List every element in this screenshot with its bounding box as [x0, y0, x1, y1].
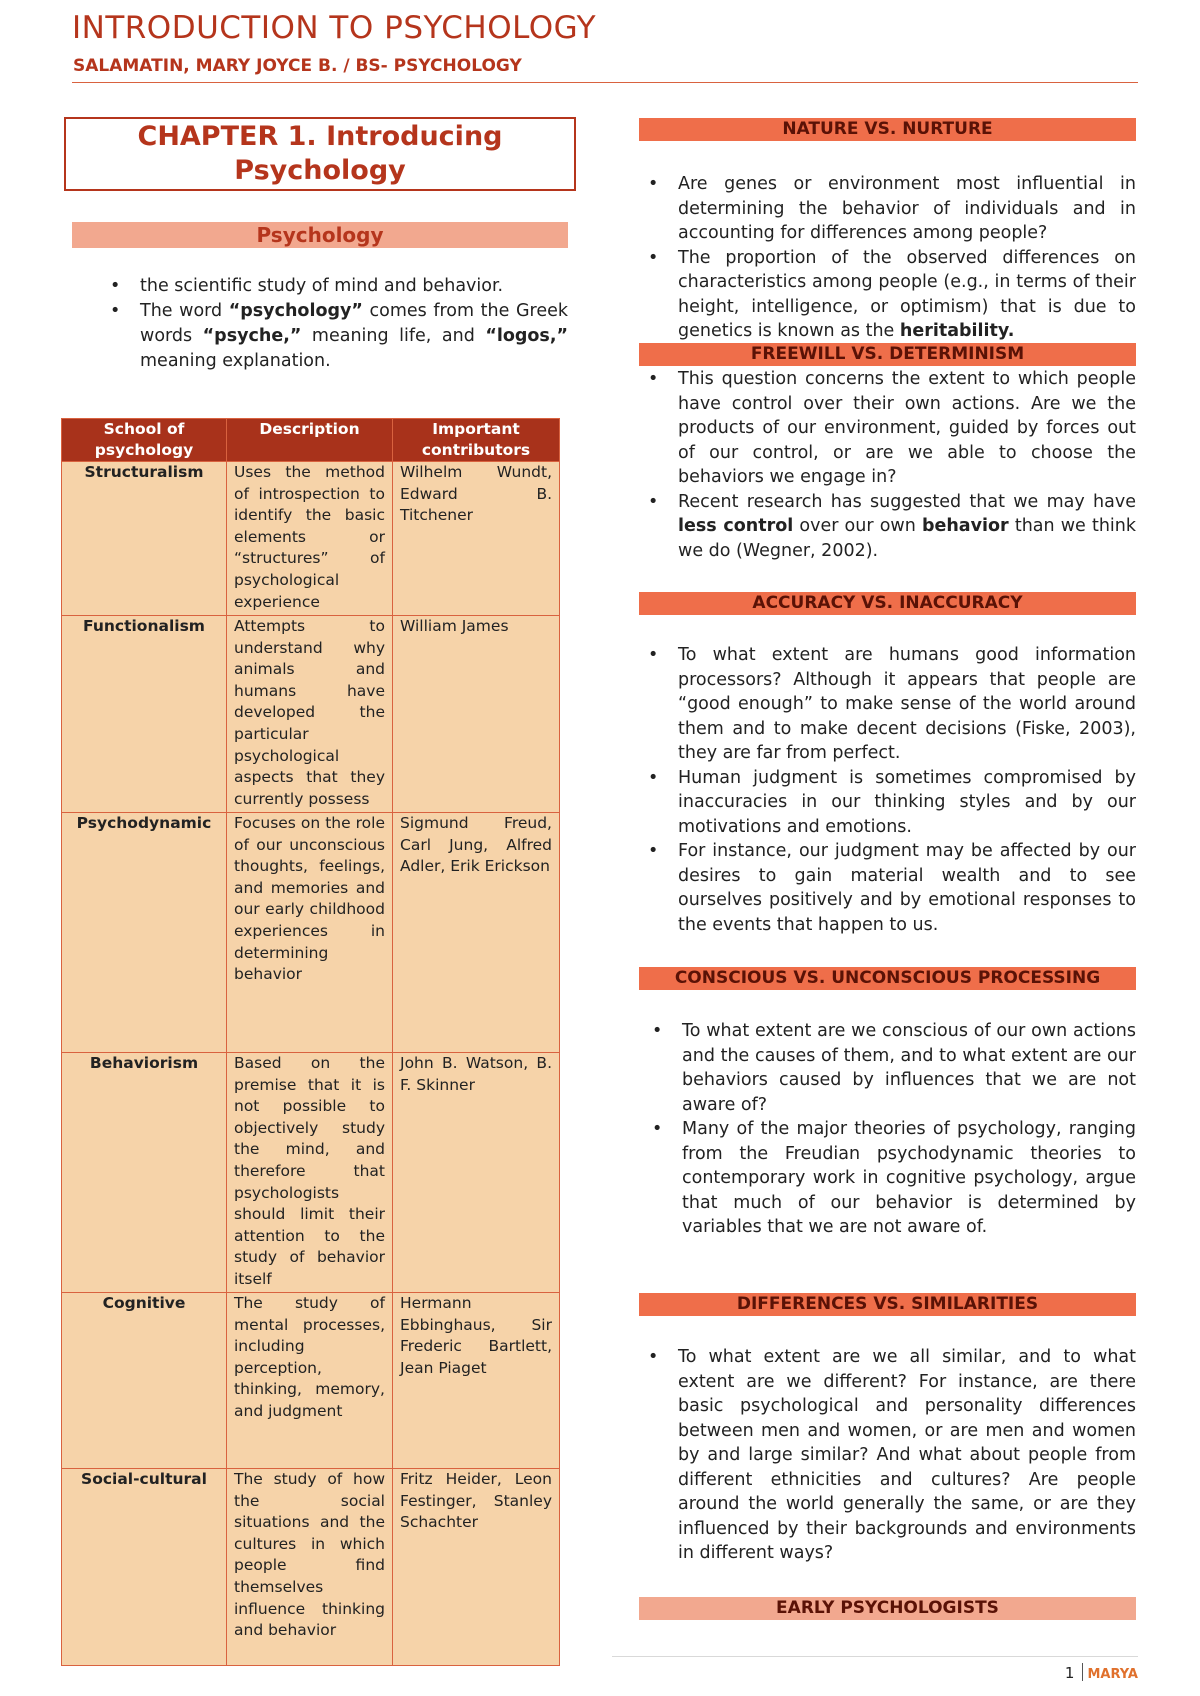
table-row: [62, 1293, 560, 1469]
header-divider: [72, 82, 1138, 83]
table-row: [62, 1053, 560, 1293]
bullet-text: Recent research has suggested that we may have: [678, 491, 1136, 512]
accuracy-vs-inaccuracy-heading: ACCURACY VS. INACCURACY: [639, 592, 1136, 615]
page-number: 1: [1064, 1664, 1075, 1682]
footer-separator: [1082, 1663, 1083, 1681]
column-header-school: School of psychology: [62, 419, 227, 462]
school-cell: Cognitive: [62, 1293, 227, 1469]
list-item: [644, 1019, 1136, 1117]
list-item: [640, 766, 1136, 840]
bullet-text: meaning life, and: [301, 326, 486, 346]
author-subtitle: SALAMATIN, MARY JOYCE B. / BS- PSYCHOLOGY: [73, 56, 522, 76]
conscious-vs-unconscious-list: [644, 1019, 1136, 1240]
table-row: [62, 616, 560, 813]
conscious-vs-unconscious-heading: CONSCIOUS VS. UNCONSCIOUS PROCESSING: [639, 967, 1136, 990]
nature-vs-nurture-heading: NATURE VS. NURTURE: [639, 118, 1136, 141]
school-cell: Psychodynamic: [62, 813, 227, 1053]
list-item: [640, 1345, 1136, 1566]
freewill-vs-determinism-list: [640, 367, 1136, 563]
school-cell: Behaviorism: [62, 1053, 227, 1293]
list-item: [640, 246, 1136, 344]
contributors-cell: Wilhelm Wundt, Edward B. Titchener: [393, 462, 560, 616]
bullet-text: To what extent are we conscious of our own actions and the causes of them, and to what extent are our behaviors caused by influences that we are not aware of?: [682, 1021, 1136, 1115]
bullet-text: over our own: [793, 516, 922, 536]
description-cell: The study of mental processes, including perception, thinking, memory, and judgment: [227, 1293, 393, 1469]
freewill-vs-determinism-heading: FREEWILL VS. DETERMINISM: [639, 343, 1136, 366]
bullet-text: The word: [140, 301, 229, 321]
chapter-title-box: [64, 117, 576, 191]
description-cell: Focuses on the role of our unconscious thoughts, feelings, and memories and our early childhood experiences in determining behavior: [227, 813, 393, 1053]
description-cell: Based on the premise that it is not possible to objectively study the mind, and therefore that psychologists should limit their attention to the study of behavior itself: [227, 1053, 393, 1293]
bullet-text: For instance, our judgment may be affected by our desires to gain material wealth and to see ourselves positively and by emotional responses to the events that happen to us.: [678, 841, 1136, 935]
differences-vs-similarities-heading: DIFFERENCES VS. SIMILARITIES: [639, 1293, 1136, 1316]
contributors-cell: William James: [393, 616, 560, 813]
description-cell: Uses the method of introspection to identify the basic elements or “structures” of psychological experience: [227, 462, 393, 616]
bullet-text: This question concerns the extent to which people have control over their own actions. Are we the products of our environment, guided by forces out of our control, or are we able to choose the behaviors we engage in?: [678, 369, 1136, 487]
bullet-text: Many of the major theories of psychology, ranging from the Freudian psychodynamic theories to contemporary work in cognitive psychology, argue that much of our behavior is determined by variables that we are not aware of.: [682, 1119, 1136, 1237]
bullet-text: Are genes or environment most influential in determining the behavior of individuals and in accounting for differences among people?: [678, 174, 1136, 243]
differences-vs-similarities-list: [640, 1345, 1136, 1566]
term-behavior: behavior: [921, 516, 1009, 536]
bullet-text: To what extent are we all similar, and to what extent are we different? For instance, are there basic psychological and personality differences between men and women, or are men and women by and large similar? And what about people from different ethnicities and cultures? Are people around the world generally the same, or are they influenced by their backgrounds and environments in different ways?: [678, 1347, 1136, 1563]
description-cell: The study of how the social situations and the cultures in which people find themselves influence thinking and behavior: [227, 1469, 393, 1666]
list-item: [640, 490, 1136, 564]
column-header-contributors: Important contributors: [393, 419, 560, 462]
psychology-heading: Psychology: [72, 222, 568, 248]
footer-divider: [612, 1656, 1138, 1657]
bullet-text: The proportion of the observed differences on characteristics among people (e.g., in terms of their height, intelligence, or optimism) that is due to genetics is known as the: [678, 247, 1136, 341]
footer-brand: MARYA: [1087, 1667, 1138, 1682]
chapter-title-line2: Psychology: [234, 155, 406, 186]
accuracy-vs-inaccuracy-list: [640, 643, 1136, 937]
psychology-definition-list: [102, 274, 568, 374]
term-logos: “logos,”: [485, 326, 568, 346]
term-less-control: less control: [678, 516, 794, 536]
list-item: [102, 299, 568, 374]
bullet-text: meaning explanation.: [140, 351, 331, 371]
page-footer: [1065, 1663, 1138, 1682]
list-item: [640, 839, 1136, 937]
table-row: [62, 1469, 560, 1666]
chapter-title-line1: CHAPTER 1. Introducing: [137, 121, 503, 153]
school-cell: Functionalism: [62, 616, 227, 813]
term-psyche: “psyche,”: [202, 326, 302, 346]
table-row: [62, 462, 560, 616]
school-cell: Social-cultural: [62, 1469, 227, 1666]
contributors-cell: Sigmund Freud, Carl Jung, Alfred Adler, Erik Erickson: [393, 813, 560, 1053]
list-item: [640, 643, 1136, 766]
list-item: [102, 274, 568, 299]
nature-vs-nurture-list: [640, 172, 1136, 344]
bullet-text: than we think we do (Wegner, 2002).: [678, 516, 1136, 561]
table-row: [62, 813, 560, 1053]
term-psychology: “psychology”: [228, 301, 363, 321]
description-cell: Attempts to understand why animals and humans have developed the particular psychological aspects that they currently possess: [227, 616, 393, 813]
bullet-text: the scientific study of mind and behavior.: [140, 276, 504, 296]
contributors-cell: John B. Watson, B. F. Skinner: [393, 1053, 560, 1293]
bullet-text: To what extent are humans good information processors? Although it appears that people are “good enough” to make sense of the world around them and to make decent decisions (Fiske, 2003), they are far from perfect.: [678, 645, 1136, 763]
term-heritability: heritability.: [899, 321, 1015, 341]
list-item: [640, 367, 1136, 490]
bullet-text: comes from the Greek words: [140, 301, 568, 346]
list-item: [644, 1117, 1136, 1240]
document-title: INTRODUCTION TO PSYCHOLOGY: [72, 10, 597, 46]
table-header-row: [62, 419, 560, 462]
school-cell: Structuralism: [62, 462, 227, 616]
bullet-text: Human judgment is sometimes compromised by inaccuracies in our thinking styles and by our motivations and emotions.: [678, 767, 1136, 837]
early-psychologists-heading: EARLY PSYCHOLOGISTS: [639, 1597, 1136, 1620]
contributors-cell: Hermann Ebbinghaus, Sir Frederic Bartlett, Jean Piaget: [393, 1293, 560, 1469]
contributors-cell: Fritz Heider, Leon Festinger, Stanley Schachter: [393, 1469, 560, 1666]
schools-of-psychology-table: [61, 418, 560, 1666]
list-item: [640, 172, 1136, 246]
column-header-description: Description: [227, 419, 393, 462]
